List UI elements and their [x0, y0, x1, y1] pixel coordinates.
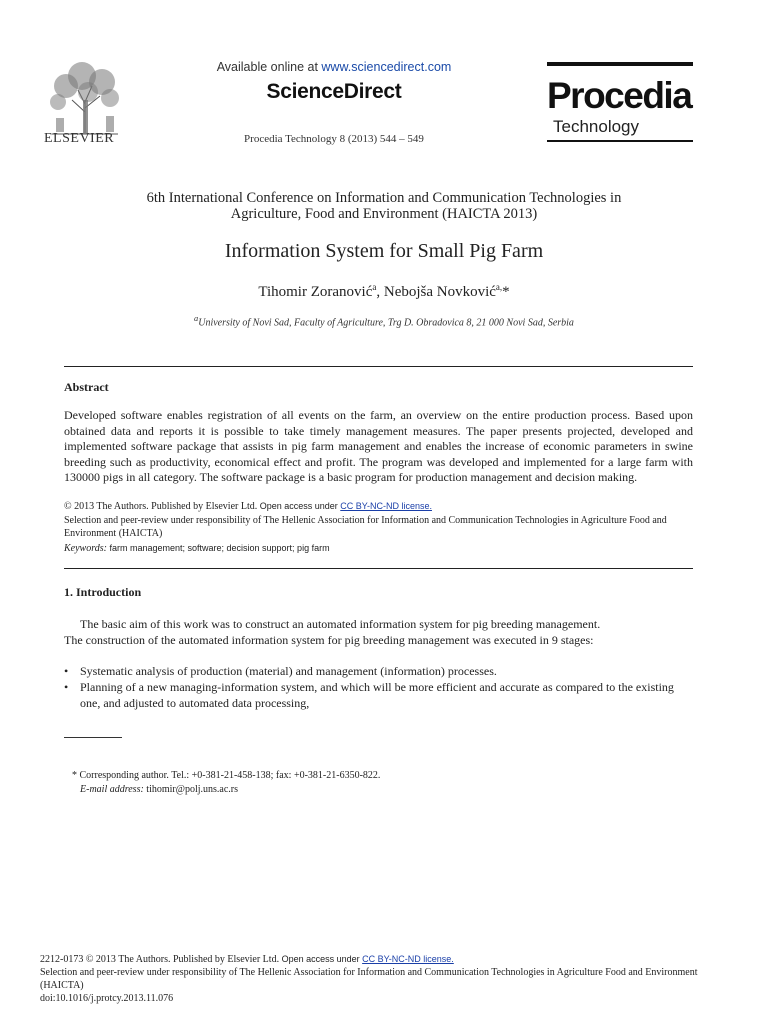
intro-paragraph-2: The construction of the automated information system for pig breeding management was executed in 9 stages: [64, 633, 594, 647]
publisher-name: ELSEVIER [44, 131, 115, 146]
conference-line-2: Agriculture, Food and Environment (HAICTA 2013) [230, 206, 538, 222]
email-label: E-mail address: [80, 784, 144, 795]
author-1: Tihomir Zoranović [258, 284, 373, 300]
copyright-line [64, 500, 432, 513]
footer-license-link[interactable]: CC BY-NC-ND license. [362, 954, 454, 964]
conference-name [80, 190, 688, 222]
elsevier-tree-logo [42, 60, 128, 136]
copyright-text: © 2013 The Authors. Published by Elsevier Ltd. [64, 501, 258, 512]
author-list [60, 282, 708, 301]
abstract-top-rule [64, 366, 693, 367]
author-1-affiliation-mark: a [372, 282, 377, 292]
abstract-heading: Abstract [64, 380, 109, 394]
email-address: tihomir@polj.uns.ac.rs [146, 784, 238, 795]
keywords [64, 542, 330, 555]
available-online-line [200, 60, 468, 74]
procedia-logo-title: Procedia [547, 75, 692, 116]
author-2-affiliation-mark: a, [495, 282, 503, 292]
bullet-icon: • [64, 680, 69, 694]
list-item-text: Systematic analysis of production (material) and management (information) processes. [80, 664, 497, 678]
corresponding-author-footnote: * Corresponding author. Tel.: +0-381-21-458-138; fax: +0-381-21-6350-822. [72, 770, 381, 781]
list-item-text: Planning of a new managing-information system, and which will be more efficient and accurate as compared to the existing one, and adjusted to automated data processing, [80, 680, 674, 710]
footer-peer-review: Selection and peer-review under responsibility of The Hellenic Association for Information and Communication Technologies in Agriculture Food and Environment (HAICTA) [40, 967, 698, 991]
sciencedirect-wordmark: ScienceDirect [266, 80, 402, 103]
corresponding-author-mark: * [502, 284, 510, 300]
keywords-label: Keywords: [64, 543, 107, 554]
conference-line-1: 6th International Conference on Information and Communication Technologies in [146, 190, 622, 206]
abstract-body: Developed software enables registration of all events on the farm, an overview on the entire production process. Based upon obtained data and reports it is possible to take timely management measures. The paper presents projected, developed and implemented software package that assists in pig farm management and enables the increase of economic parameters in swine breeding such as productivity, economical effect and profit. The program was developed and implemented for a large farm with 130000 pigs in all category. The software package is a basic program for production management and decision making. [64, 408, 693, 484]
journal-citation: Procedia Technology 8 (2013) 544 – 549 [244, 133, 424, 145]
abstract-bottom-rule [64, 568, 693, 569]
bullet-icon: • [64, 664, 69, 678]
author-separator: , [376, 284, 384, 300]
keywords-values: farm management; software; decision support; pig farm [109, 543, 330, 553]
list-item [64, 680, 693, 711]
affiliation [60, 314, 708, 328]
list-item [64, 664, 693, 680]
license-link[interactable]: CC BY-NC-ND license. [340, 501, 432, 511]
footer-open-access: Open access under [281, 954, 360, 964]
page-footer [40, 953, 730, 1005]
intro-paragraph-1: The basic aim of this work was to construct an automated information system for pig breeding management. [80, 617, 601, 631]
email-footnote [80, 783, 238, 796]
footer-issn-line [40, 953, 730, 966]
affiliation-text: University of Novi Sad, Faculty of Agriculture, Trg D. Obradovica 8, 21 000 Novi Sad, Serbia [198, 317, 574, 329]
peer-review-statement: Selection and peer-review under responsibility of The Hellenic Association for Information and Communication Technologies in Agriculture Food and Environment (HAICTA) [64, 515, 667, 539]
footer-doi: doi:10.1016/j.protcy.2013.11.076 [40, 993, 174, 1004]
available-prefix: Available online at [216, 60, 322, 74]
footnote-rule [64, 737, 122, 738]
affiliation-mark: a [194, 314, 199, 323]
open-access-text: Open access under [259, 501, 338, 511]
section-heading-introduction: 1. Introduction [64, 585, 142, 599]
sciencedirect-url-link[interactable]: www.sciencedirect.com [321, 60, 452, 74]
paper-title: Information System for Small Pig Farm [224, 240, 544, 262]
author-2: Nebojša Novković [383, 284, 496, 300]
procedia-logo [547, 62, 693, 142]
procedia-logo-subtitle: Technology [553, 117, 640, 136]
footer-issn: 2212-0173 © 2013 The Authors. Published by Elsevier Ltd. [40, 954, 280, 965]
